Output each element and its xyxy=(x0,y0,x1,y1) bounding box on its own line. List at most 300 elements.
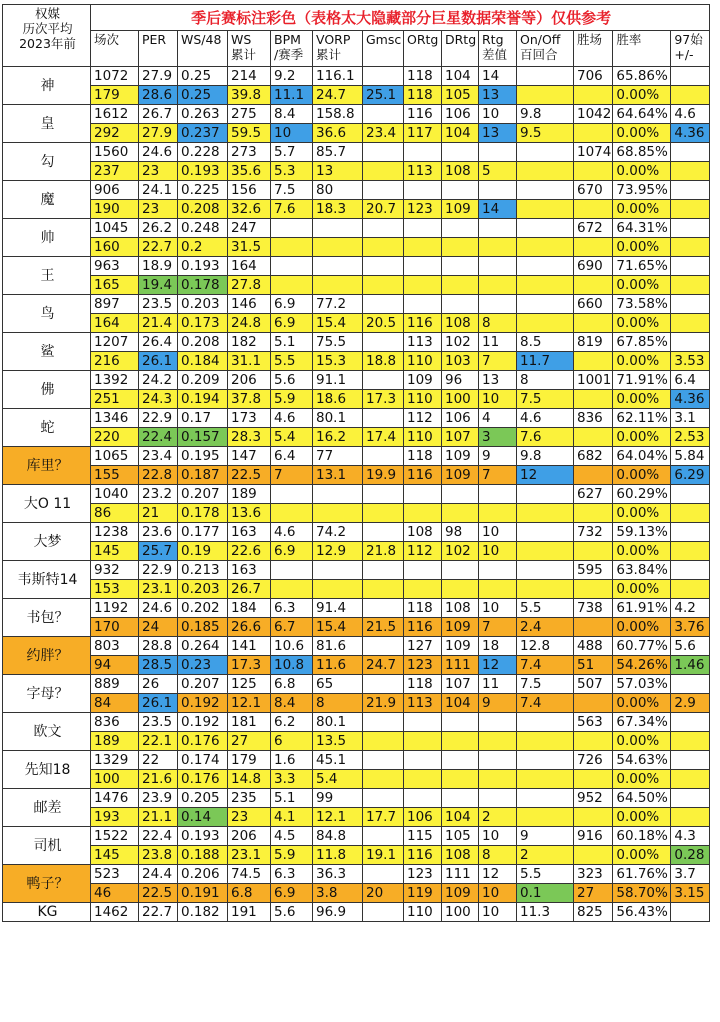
playoff-stat-cell xyxy=(479,238,517,257)
regular-stat-cell xyxy=(517,143,574,162)
regular-stat-cell: 6.4 xyxy=(671,371,710,390)
regular-stat-cell: 595 xyxy=(574,561,613,580)
regular-stat-cell xyxy=(363,789,404,808)
regular-stat-cell: 0.209 xyxy=(178,371,228,390)
playoff-stat-cell: 0.194 xyxy=(178,390,228,409)
playoff-stat-cell: 7.4 xyxy=(517,694,574,713)
playoff-stat-cell: 220 xyxy=(91,428,139,447)
regular-stat-cell: 5.6 xyxy=(271,371,313,390)
player-playoff-row xyxy=(3,428,710,447)
regular-stat-cell xyxy=(363,637,404,656)
regular-stat-cell xyxy=(404,295,442,314)
regular-stat-cell: 106 xyxy=(442,105,479,124)
regular-stat-cell xyxy=(517,67,574,86)
playoff-stat-cell: 179 xyxy=(91,86,139,105)
playoff-stat-cell xyxy=(313,276,363,295)
playoff-stat-cell: 0.00% xyxy=(613,580,671,599)
playoff-stat-cell: 7 xyxy=(479,466,517,485)
regular-stat-cell xyxy=(363,181,404,200)
playoff-stat-cell: 15.4 xyxy=(313,314,363,333)
playoff-stat-cell: 102 xyxy=(442,542,479,561)
corner-line-3: 2023年前 xyxy=(19,36,76,51)
playoff-stat-cell: 27 xyxy=(228,732,271,751)
playoff-stat-cell: 26.1 xyxy=(139,694,178,713)
playoff-stat-cell: 153 xyxy=(91,580,139,599)
regular-stat-cell: 112 xyxy=(404,409,442,428)
regular-stat-cell: 9.2 xyxy=(271,67,313,86)
playoff-stat-cell: 165 xyxy=(91,276,139,295)
player-playoff-row xyxy=(3,884,710,903)
regular-stat-cell: 5.1 xyxy=(271,789,313,808)
playoff-stat-cell: 22.5 xyxy=(228,466,271,485)
corner-label xyxy=(3,5,91,67)
regular-stat-cell: 627 xyxy=(574,485,613,504)
playoff-stat-cell: 22.1 xyxy=(139,732,178,751)
regular-stat-cell: 1065 xyxy=(91,447,139,466)
regular-stat-cell: 146 xyxy=(228,295,271,314)
playoff-stat-cell: 94 xyxy=(91,656,139,675)
playoff-stat-cell: 23 xyxy=(139,162,178,181)
playoff-stat-cell: 17.3 xyxy=(363,390,404,409)
regular-stat-cell xyxy=(363,333,404,352)
player-playoff-row xyxy=(3,656,710,675)
regular-stat-cell xyxy=(671,789,710,808)
player-name: 佛 xyxy=(3,371,91,409)
playoff-stat-cell xyxy=(574,466,613,485)
playoff-stat-cell: 0.203 xyxy=(178,580,228,599)
regular-stat-cell: 80.1 xyxy=(313,713,363,732)
playoff-stat-cell: 15.4 xyxy=(313,618,363,637)
regular-stat-cell: 61.91% xyxy=(613,599,671,618)
regular-stat-cell: 916 xyxy=(574,827,613,846)
playoff-stat-cell: 27.9 xyxy=(139,124,178,143)
playoff-stat-cell xyxy=(313,238,363,257)
playoff-stat-cell: 21 xyxy=(139,504,178,523)
player-regular-row xyxy=(3,789,710,808)
playoff-stat-cell xyxy=(671,200,710,219)
regular-stat-cell: 6.2 xyxy=(271,713,313,732)
column-header-line: Rtg xyxy=(482,32,504,47)
playoff-stat-cell xyxy=(442,276,479,295)
regular-stat-cell: 5.5 xyxy=(517,865,574,884)
regular-stat-cell: 0.205 xyxy=(178,789,228,808)
regular-stat-cell: 105 xyxy=(442,827,479,846)
column-header xyxy=(671,31,710,67)
regular-stat-cell: 179 xyxy=(228,751,271,770)
playoff-stat-cell: 216 xyxy=(91,352,139,371)
regular-stat-cell xyxy=(363,523,404,542)
regular-stat-cell xyxy=(442,561,479,580)
regular-stat-cell: 118 xyxy=(404,599,442,618)
regular-stat-cell: 23.6 xyxy=(139,523,178,542)
regular-stat-cell: 0.207 xyxy=(178,675,228,694)
playoff-stat-cell: 46 xyxy=(91,884,139,903)
playoff-stat-cell: 170 xyxy=(91,618,139,637)
playoff-stat-cell: 24.8 xyxy=(228,314,271,333)
playoff-stat-cell: 24 xyxy=(139,618,178,637)
regular-stat-cell xyxy=(671,295,710,314)
regular-stat-cell: 0.263 xyxy=(178,105,228,124)
regular-stat-cell: 952 xyxy=(574,789,613,808)
regular-stat-cell xyxy=(313,561,363,580)
playoff-stat-cell: 7.6 xyxy=(517,428,574,447)
playoff-stat-cell: 116 xyxy=(404,618,442,637)
regular-stat-cell: 1522 xyxy=(91,827,139,846)
player-name: 书包？ xyxy=(3,599,91,637)
playoff-stat-cell: 0.184 xyxy=(178,352,228,371)
regular-stat-cell xyxy=(363,409,404,428)
regular-stat-cell: 173 xyxy=(228,409,271,428)
player-name: 神 xyxy=(3,67,91,105)
column-header xyxy=(363,31,404,67)
playoff-stat-cell: 22.4 xyxy=(139,428,178,447)
playoff-stat-cell xyxy=(574,238,613,257)
regular-stat-cell: 27.9 xyxy=(139,67,178,86)
regular-stat-cell xyxy=(363,143,404,162)
regular-stat-cell: 11 xyxy=(479,333,517,352)
regular-stat-cell: 235 xyxy=(228,789,271,808)
column-header xyxy=(313,31,363,67)
playoff-stat-cell xyxy=(574,770,613,789)
regular-stat-cell: 125 xyxy=(228,675,271,694)
playoff-stat-cell: 13.5 xyxy=(313,732,363,751)
regular-stat-cell: 4.6 xyxy=(271,523,313,542)
regular-stat-cell: 660 xyxy=(574,295,613,314)
regular-stat-cell: 77 xyxy=(313,447,363,466)
playoff-stat-cell: 24.3 xyxy=(139,390,178,409)
player-playoff-row xyxy=(3,124,710,143)
playoff-stat-cell: 12 xyxy=(479,656,517,675)
playoff-stat-cell: 119 xyxy=(404,884,442,903)
regular-stat-cell: 10.6 xyxy=(271,637,313,656)
regular-stat-cell: 54.63% xyxy=(613,751,671,770)
playoff-stat-cell xyxy=(517,238,574,257)
playoff-stat-cell xyxy=(574,86,613,105)
regular-stat-cell: 118 xyxy=(404,67,442,86)
regular-stat-cell: 732 xyxy=(574,523,613,542)
playoff-stat-cell: 0.176 xyxy=(178,770,228,789)
regular-stat-cell: 9.8 xyxy=(517,447,574,466)
regular-stat-cell xyxy=(517,713,574,732)
regular-stat-cell: 682 xyxy=(574,447,613,466)
playoff-stat-cell: 26.1 xyxy=(139,352,178,371)
playoff-stat-cell: 21.5 xyxy=(363,618,404,637)
player-regular-row xyxy=(3,105,710,124)
regular-stat-cell: 45.1 xyxy=(313,751,363,770)
regular-stat-cell: 26.4 xyxy=(139,333,178,352)
regular-stat-cell: 24.4 xyxy=(139,865,178,884)
regular-stat-cell: 64.64% xyxy=(613,105,671,124)
regular-stat-cell xyxy=(517,295,574,314)
playoff-stat-cell: 21.9 xyxy=(363,694,404,713)
playoff-stat-cell xyxy=(442,732,479,751)
regular-stat-cell: 0.193 xyxy=(178,257,228,276)
regular-stat-cell xyxy=(671,903,710,922)
playoff-stat-cell: 292 xyxy=(91,124,139,143)
playoff-stat-cell xyxy=(404,770,442,789)
playoff-stat-cell: 6.9 xyxy=(271,884,313,903)
regular-stat-cell: 23.2 xyxy=(139,485,178,504)
playoff-stat-cell: 6 xyxy=(271,732,313,751)
regular-stat-cell: 6.3 xyxy=(271,865,313,884)
playoff-stat-cell: 0.178 xyxy=(178,504,228,523)
regular-stat-cell xyxy=(517,257,574,276)
player-playoff-row xyxy=(3,542,710,561)
column-header-line: 百回合 xyxy=(520,47,558,62)
regular-stat-cell: 3.1 xyxy=(671,409,710,428)
player-regular-row xyxy=(3,67,710,86)
regular-stat-cell: 61.76% xyxy=(613,865,671,884)
regular-stat-cell: 8.4 xyxy=(271,105,313,124)
regular-stat-cell: 98 xyxy=(442,523,479,542)
regular-stat-cell: 10 xyxy=(479,903,517,922)
regular-stat-cell xyxy=(363,865,404,884)
regular-stat-cell xyxy=(479,713,517,732)
playoff-stat-cell: 3.15 xyxy=(671,884,710,903)
regular-stat-cell: 1001 xyxy=(574,371,613,390)
column-header-line: 场次 xyxy=(94,32,120,47)
regular-stat-cell xyxy=(479,561,517,580)
playoff-stat-cell: 0.00% xyxy=(613,86,671,105)
playoff-stat-cell: 0.208 xyxy=(178,200,228,219)
regular-stat-cell xyxy=(442,789,479,808)
playoff-stat-cell xyxy=(574,504,613,523)
playoff-stat-cell: 112 xyxy=(404,542,442,561)
playoff-stat-cell: 3.76 xyxy=(671,618,710,637)
playoff-stat-cell xyxy=(479,580,517,599)
regular-stat-cell xyxy=(404,143,442,162)
playoff-stat-cell: 20 xyxy=(363,884,404,903)
regular-stat-cell xyxy=(517,789,574,808)
player-name: 帅 xyxy=(3,219,91,257)
playoff-stat-cell: 18.6 xyxy=(313,390,363,409)
playoff-stat-cell: 0.1 xyxy=(517,884,574,903)
player-playoff-row xyxy=(3,618,710,637)
regular-stat-cell: 108 xyxy=(442,599,479,618)
regular-stat-cell xyxy=(363,447,404,466)
regular-stat-cell: 60.77% xyxy=(613,637,671,656)
playoff-stat-cell xyxy=(671,276,710,295)
regular-stat-cell: 91.4 xyxy=(313,599,363,618)
playoff-stat-cell: 2 xyxy=(517,846,574,865)
playoff-stat-cell: 31.1 xyxy=(228,352,271,371)
playoff-stat-cell: 0.192 xyxy=(178,694,228,713)
player-name: 王 xyxy=(3,257,91,295)
playoff-stat-cell xyxy=(517,276,574,295)
regular-stat-cell: 22.7 xyxy=(139,903,178,922)
regular-stat-cell: 116.1 xyxy=(313,67,363,86)
player-name: 大O 11 xyxy=(3,485,91,523)
playoff-stat-cell xyxy=(517,732,574,751)
regular-stat-cell xyxy=(671,523,710,542)
column-header-line: BPM xyxy=(274,32,301,47)
playoff-stat-cell: 1.46 xyxy=(671,656,710,675)
regular-stat-cell: 115 xyxy=(404,827,442,846)
regular-stat-cell: 14 xyxy=(479,67,517,86)
regular-stat-cell: 59.13% xyxy=(613,523,671,542)
playoff-stat-cell: 0.00% xyxy=(613,314,671,333)
regular-stat-cell: 91.1 xyxy=(313,371,363,390)
playoff-stat-cell: 105 xyxy=(442,86,479,105)
playoff-stat-cell: 7 xyxy=(479,352,517,371)
player-name: 库里？ xyxy=(3,447,91,485)
playoff-stat-cell xyxy=(404,580,442,599)
playoff-stat-cell: 3.8 xyxy=(313,884,363,903)
playoff-stat-cell: 7.4 xyxy=(517,656,574,675)
playoff-stat-cell: 13.6 xyxy=(228,504,271,523)
regular-stat-cell: 206 xyxy=(228,371,271,390)
regular-stat-cell xyxy=(671,181,710,200)
player-name: 魔 xyxy=(3,181,91,219)
column-header-line: 累计 xyxy=(231,47,257,62)
playoff-stat-cell: 28.6 xyxy=(139,86,178,105)
player-regular-row xyxy=(3,295,710,314)
playoff-stat-cell: 0.187 xyxy=(178,466,228,485)
regular-stat-cell: 24.2 xyxy=(139,371,178,390)
regular-stat-cell xyxy=(517,485,574,504)
regular-stat-cell xyxy=(479,219,517,238)
player-playoff-row xyxy=(3,86,710,105)
column-header-line: WS/48 xyxy=(181,32,222,47)
playoff-stat-cell: 0.237 xyxy=(178,124,228,143)
playoff-stat-cell: 251 xyxy=(91,390,139,409)
regular-stat-cell xyxy=(442,751,479,770)
playoff-stat-cell xyxy=(517,580,574,599)
playoff-stat-cell: 27.8 xyxy=(228,276,271,295)
regular-stat-cell: 726 xyxy=(574,751,613,770)
playoff-stat-cell: 3.3 xyxy=(271,770,313,789)
playoff-stat-cell: 0.00% xyxy=(613,124,671,143)
regular-stat-cell: 64.04% xyxy=(613,447,671,466)
regular-stat-cell: 0.206 xyxy=(178,865,228,884)
playoff-stat-cell: 12.1 xyxy=(228,694,271,713)
playoff-stat-cell xyxy=(574,428,613,447)
regular-stat-cell: 13 xyxy=(479,371,517,390)
column-header xyxy=(271,31,313,67)
regular-stat-cell xyxy=(363,485,404,504)
playoff-stat-cell: 0.191 xyxy=(178,884,228,903)
regular-stat-cell: 5.6 xyxy=(271,903,313,922)
playoff-stat-cell: 0.185 xyxy=(178,618,228,637)
regular-stat-cell xyxy=(517,561,574,580)
playoff-stat-cell: 35.6 xyxy=(228,162,271,181)
playoff-stat-cell: 0.00% xyxy=(613,352,671,371)
playoff-stat-cell: 14 xyxy=(479,200,517,219)
playoff-stat-cell xyxy=(517,200,574,219)
playoff-stat-cell: 0.176 xyxy=(178,732,228,751)
player-name: 韦斯特14 xyxy=(3,561,91,599)
player-playoff-row xyxy=(3,770,710,789)
playoff-stat-cell xyxy=(442,504,479,523)
player-name: 司机 xyxy=(3,827,91,865)
player-regular-row xyxy=(3,675,710,694)
playoff-stat-cell: 6.7 xyxy=(271,618,313,637)
regular-stat-cell: 80 xyxy=(313,181,363,200)
regular-stat-cell: 22.4 xyxy=(139,827,178,846)
regular-stat-cell xyxy=(363,257,404,276)
column-header-line: 差值 xyxy=(482,47,508,62)
column-header xyxy=(404,31,442,67)
regular-stat-cell: 10 xyxy=(479,105,517,124)
player-name: 皇 xyxy=(3,105,91,143)
regular-stat-cell xyxy=(363,827,404,846)
player-regular-row xyxy=(3,181,710,200)
regular-stat-cell xyxy=(404,561,442,580)
player-playoff-row xyxy=(3,390,710,409)
regular-stat-cell: 24.6 xyxy=(139,143,178,162)
regular-stat-cell xyxy=(671,257,710,276)
regular-stat-cell: 8.5 xyxy=(517,333,574,352)
regular-stat-cell: 67.85% xyxy=(613,333,671,352)
regular-stat-cell: 11.3 xyxy=(517,903,574,922)
regular-stat-cell: 0.225 xyxy=(178,181,228,200)
regular-stat-cell: 56.43% xyxy=(613,903,671,922)
regular-stat-cell xyxy=(671,561,710,580)
regular-stat-cell xyxy=(404,257,442,276)
regular-stat-cell xyxy=(517,751,574,770)
playoff-stat-cell xyxy=(517,808,574,827)
playoff-stat-cell: 111 xyxy=(442,656,479,675)
playoff-stat-cell: 21.4 xyxy=(139,314,178,333)
player-playoff-row xyxy=(3,504,710,523)
playoff-stat-cell xyxy=(517,314,574,333)
playoff-stat-cell: 25.1 xyxy=(363,86,404,105)
playoff-stat-cell: 116 xyxy=(404,846,442,865)
regular-stat-cell: 488 xyxy=(574,637,613,656)
playoff-stat-cell: 22.7 xyxy=(139,238,178,257)
regular-stat-cell xyxy=(517,219,574,238)
table-title: 季后赛标注彩色（表格太大隐藏部分巨星数据荣誉等）仅供参考 xyxy=(91,5,710,31)
regular-stat-cell: 0.228 xyxy=(178,143,228,162)
player-regular-row xyxy=(3,751,710,770)
playoff-stat-cell: 28.5 xyxy=(139,656,178,675)
playoff-stat-cell: 0.00% xyxy=(613,694,671,713)
playoff-stat-cell: 2 xyxy=(479,808,517,827)
regular-stat-cell: 10 xyxy=(479,827,517,846)
playoff-stat-cell: 0.25 xyxy=(178,86,228,105)
playoff-stat-cell xyxy=(574,618,613,637)
regular-stat-cell: 116 xyxy=(404,105,442,124)
playoff-stat-cell: 113 xyxy=(404,162,442,181)
regular-stat-cell xyxy=(271,485,313,504)
playoff-stat-cell: 9 xyxy=(479,694,517,713)
column-header-line: ORtg xyxy=(407,32,439,47)
regular-stat-cell xyxy=(313,219,363,238)
regular-stat-cell: 65.86% xyxy=(613,67,671,86)
playoff-stat-cell: 0.00% xyxy=(613,846,671,865)
regular-stat-cell: 106 xyxy=(442,409,479,428)
regular-stat-cell: 11 xyxy=(479,675,517,694)
playoff-stat-cell: 11.1 xyxy=(271,86,313,105)
playoff-stat-cell: 23.8 xyxy=(139,846,178,865)
regular-stat-cell: 275 xyxy=(228,105,271,124)
regular-stat-cell: 706 xyxy=(574,67,613,86)
regular-stat-cell: 1040 xyxy=(91,485,139,504)
regular-stat-cell: 184 xyxy=(228,599,271,618)
regular-stat-cell: 26 xyxy=(139,675,178,694)
regular-stat-cell: 9 xyxy=(517,827,574,846)
playoff-stat-cell xyxy=(574,542,613,561)
playoff-stat-cell: 103 xyxy=(442,352,479,371)
regular-stat-cell xyxy=(479,789,517,808)
regular-stat-cell: 12 xyxy=(479,865,517,884)
playoff-stat-cell: 16.2 xyxy=(313,428,363,447)
playoff-stat-cell xyxy=(574,352,613,371)
column-header-line: 累计 xyxy=(316,47,342,62)
regular-stat-cell: 6.3 xyxy=(271,599,313,618)
column-header-row xyxy=(3,31,710,67)
regular-stat-cell: 8 xyxy=(517,371,574,390)
